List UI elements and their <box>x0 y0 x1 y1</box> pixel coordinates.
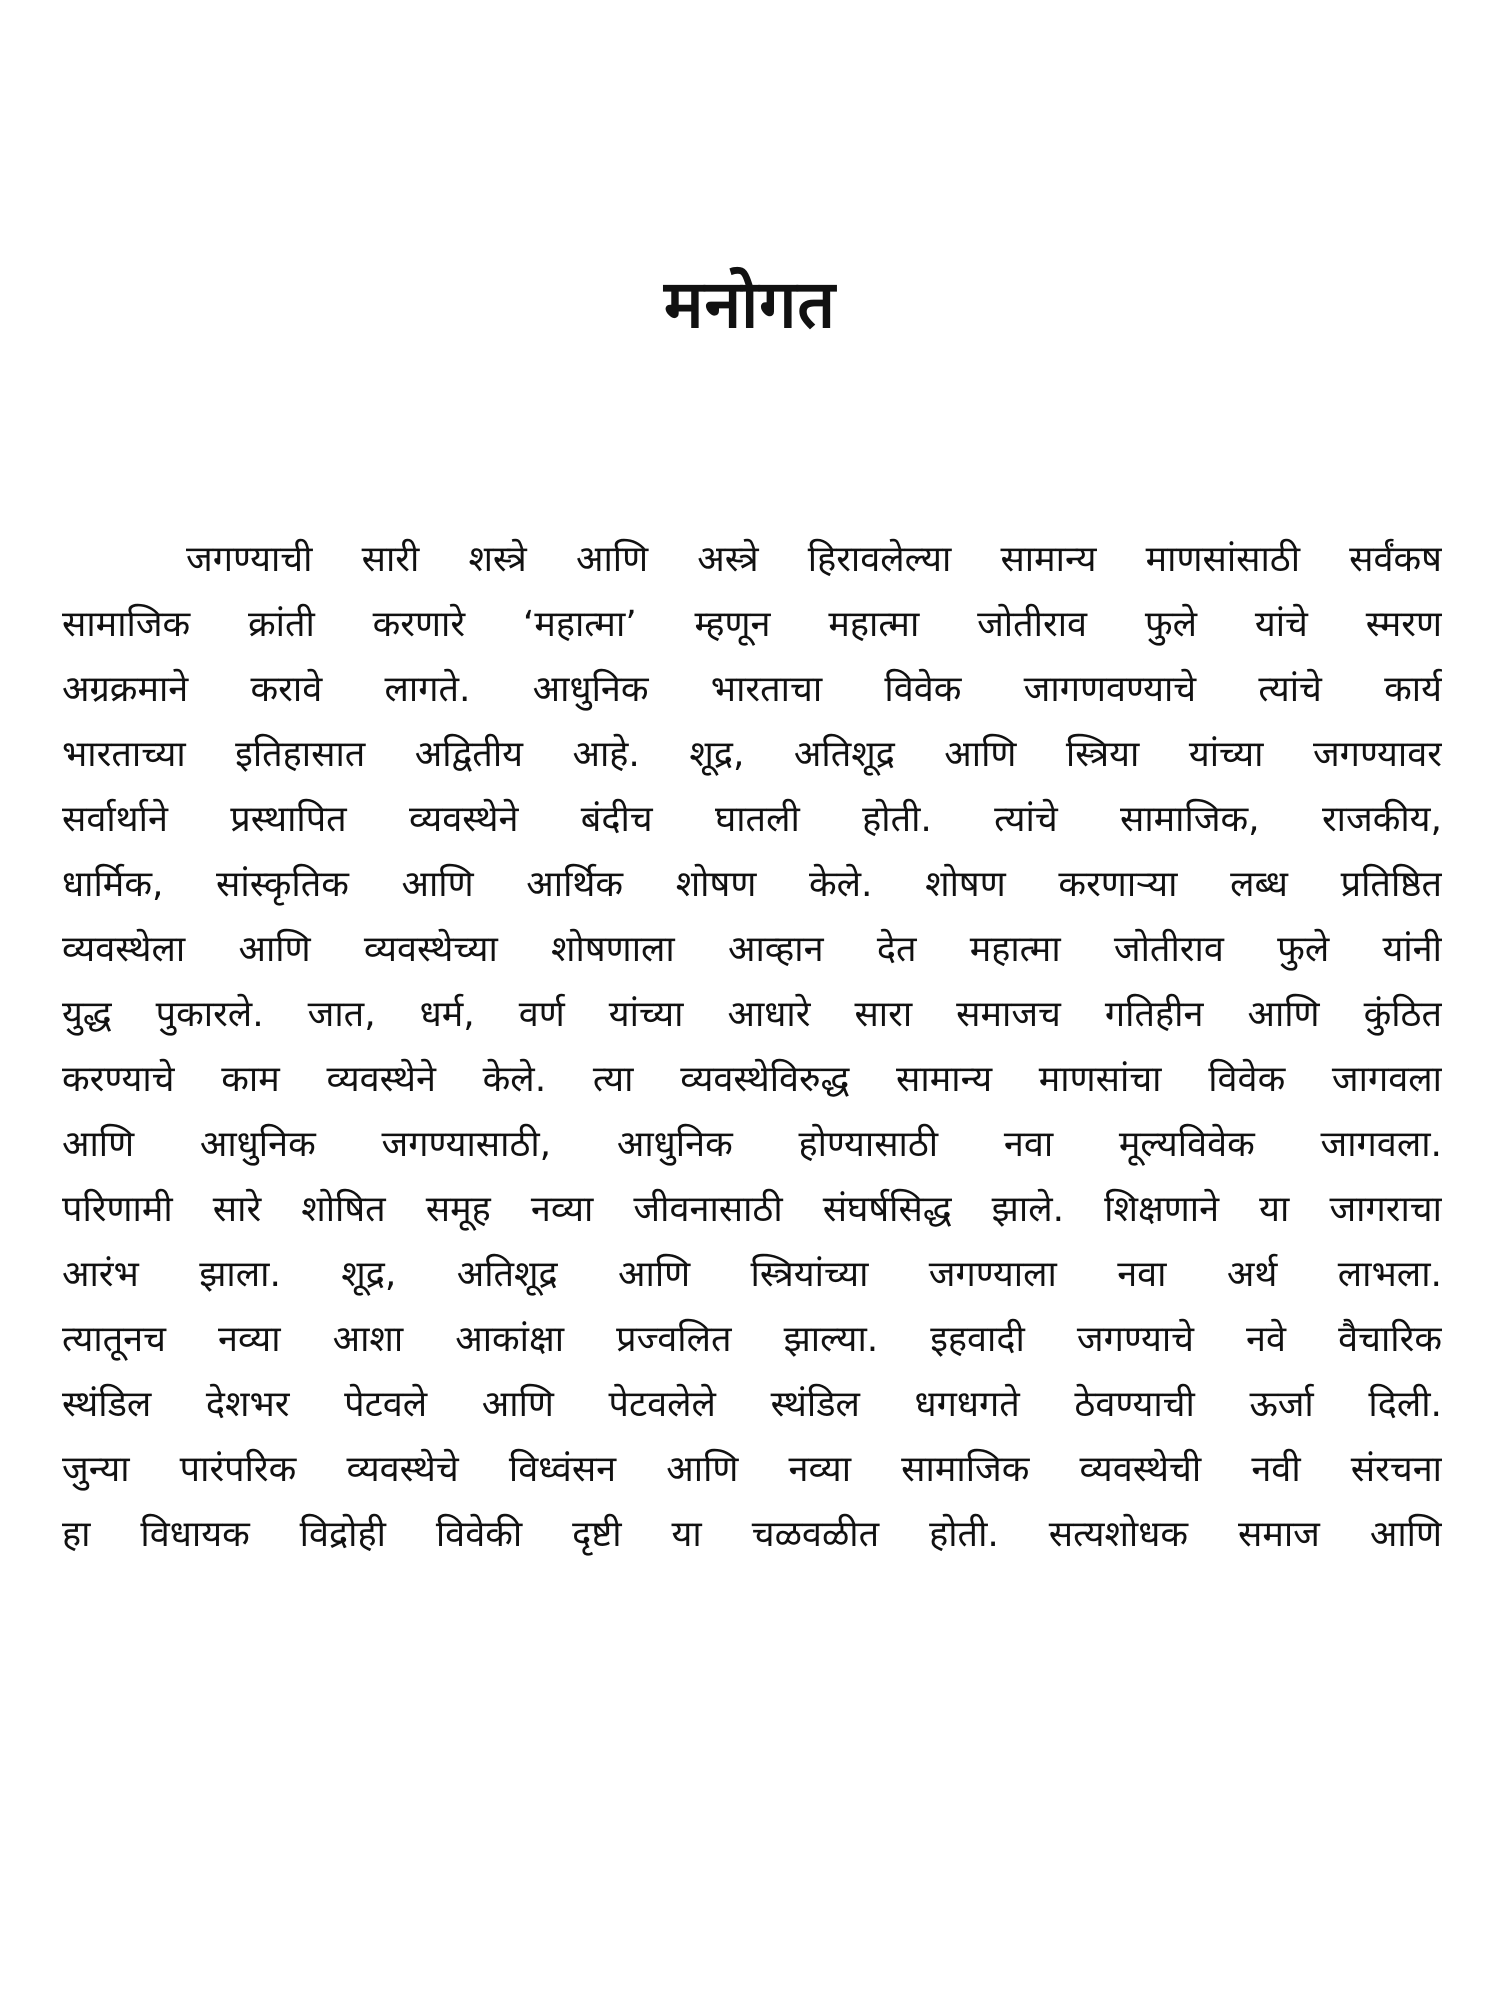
text-line: युद्ध पुकारले. जात, धर्म, वर्ण यांच्या आधारे सारा समाजच गतिहीन आणि कुंठित <box>62 994 1442 1035</box>
text-line: धार्मिक, सांस्कृतिक आणि आर्थिक शोषण केले. शोषण करणाऱ्या लब्ध प्रतिष्ठित <box>62 864 1442 905</box>
page-title: मनोगत <box>664 266 836 343</box>
body-paragraph <box>62 527 1442 1567</box>
text-line: जुन्या पारंपरिक व्यवस्थेचे विध्वंसन आणि नव्या सामाजिक व्यवस्थेची नवी संरचना <box>62 1449 1442 1490</box>
text-line: भारताच्या इतिहासात अद्वितीय आहे. शूद्र, अतिशूद्र आणि स्त्रिया यांच्या जगण्यावर <box>62 734 1442 775</box>
text-line: सर्वार्थाने प्रस्थापित व्यवस्थेने बंदीच घातली होती. त्यांचे सामाजिक, राजकीय, <box>62 799 1442 840</box>
text-line: त्यातूनच नव्या आशा आकांक्षा प्रज्वलित झाल्या. इहवादी जगण्याचे नवे वैचारिक <box>62 1319 1442 1360</box>
text-line: अग्रक्रमाने करावे लागते. आधुनिक भारताचा विवेक जागणवण्याचे त्यांचे कार्य <box>62 669 1442 710</box>
text-line: व्यवस्थेला आणि व्यवस्थेच्या शोषणाला आव्हान देत महात्मा जोतीराव फुले यांनी <box>62 929 1442 970</box>
text-line: स्थंडिल देशभर पेटवले आणि पेटवलेले स्थंडिल धगधगते ठेवण्याची ऊर्जा दिली. <box>62 1384 1442 1425</box>
text-line: हा विधायक विद्रोही विवेकी दृष्टी या चळवळीत होती. सत्यशोधक समाज आणि <box>62 1514 1442 1555</box>
text-line: परिणामी सारे शोषित समूह नव्या जीवनासाठी संघर्षसिद्ध झाले. शिक्षणाने या जागराचा <box>62 1189 1442 1230</box>
text-line: आरंभ झाला. शूद्र, अतिशूद्र आणि स्त्रियांच्या जगण्याला नवा अर्थ लाभला. <box>62 1254 1442 1295</box>
text-line: करण्याचे काम व्यवस्थेने केले. त्या व्यवस्थेविरुद्ध सामान्य माणसांचा विवेक जागवला <box>62 1059 1442 1100</box>
text-line: आणि आधुनिक जगण्यासाठी, आधुनिक होण्यासाठी नवा मूल्यविवेक जागवला. <box>62 1124 1442 1165</box>
text-line: जगण्याची सारी शस्त्रे आणि अस्त्रे हिरावलेल्या सामान्य माणसांसाठी सर्वंकष <box>186 539 1442 580</box>
text-line: सामाजिक क्रांती करणारे ‘महात्मा’ म्हणून महात्मा जोतीराव फुले यांचे स्मरण <box>62 604 1442 645</box>
